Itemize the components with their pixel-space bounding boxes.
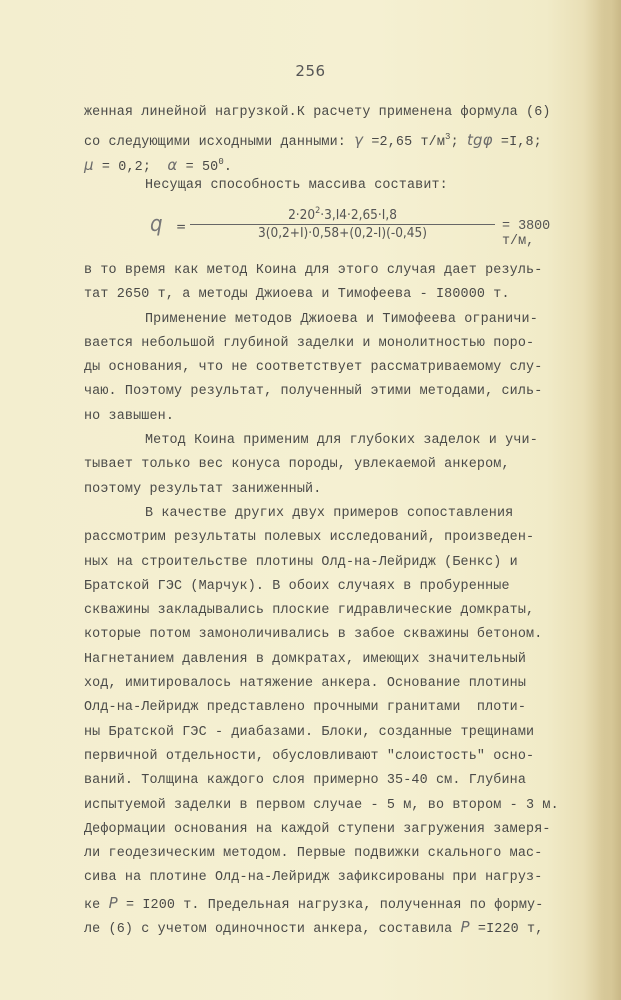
text-fragment: . [223, 159, 233, 175]
text-fragment: ке [84, 897, 109, 913]
text-line: Деформации основания на каждой ступени загружения замеря- [84, 821, 551, 837]
text-line: чаю. Поэтому результат, полученный этими методами, силь- [84, 384, 543, 400]
degree-superscript: 0 [218, 156, 224, 167]
text-fragment: =I,8; [492, 135, 542, 151]
body-text-top [84, 101, 584, 198]
alpha-symbol: α [167, 155, 178, 174]
body-text-bottom [84, 259, 584, 939]
text-line: В качестве других двух примеров сопоставления [145, 505, 514, 521]
bearing-capacity-formula [150, 206, 570, 249]
text-line: ваний. Толщина каждого слоя примерно 35-40 см. Глубина [84, 773, 527, 789]
text-line: Братской ГЭС (Марчук). В обоих случаях в пробуренные [84, 578, 510, 594]
text-line-input-data [84, 125, 584, 149]
text-line-load-p [84, 891, 584, 915]
numerator-exponent: 2 [315, 206, 321, 216]
formula-equals: = [176, 219, 187, 235]
text-line: которые потом замоноличивались в забое скважины бетоном. [84, 627, 543, 643]
text-line: женная линейной нагрузкой.К расчету применена формула (6) [84, 105, 551, 120]
text-line: скважины закладывались плоские гидравлические домкраты, [84, 603, 535, 619]
text-fragment: со следующими исходными данными: [84, 135, 355, 151]
text-line: ли геодезическим методом. Первые подвижки скального мас- [84, 846, 543, 862]
text-fragment: =2,65 т/м [363, 135, 446, 151]
text-line: Применение методов Джиоева и Тимофеева ограничи- [145, 311, 538, 327]
mu-symbol: μ [84, 155, 94, 174]
text-line: ход, имитировалось натяжение анкера. Основание плотины [84, 676, 527, 692]
formula-denominator: 3(0,2+I)·0,58+(0,2-I)(-0,45) [258, 225, 427, 241]
text-line: но завышен. [84, 408, 175, 424]
text-fragment: ; [450, 135, 467, 151]
text-line: ды основания, что не соответствует рассматриваемому слу- [84, 360, 543, 376]
text-line: Нагнетанием давления в домкратах, имеющих значительный [84, 651, 527, 667]
text-line: вается небольшой глубиной заделки и монолитностью поро- [84, 335, 535, 351]
text-line: поэтому результат заниженный. [84, 481, 322, 497]
text-line: Олд-на-Лейридж представлено прочными гранитами плоти- [84, 700, 527, 716]
text-line: ны Братской ГЭС - диабазами. Блоки, созданные трещинами [84, 724, 535, 740]
text-line: первичной отдельности, обусловливают "слоистость" осно- [84, 748, 535, 764]
text-line: испытуемой заделки в первом случае - 5 м, во втором - 3 м. [84, 797, 559, 813]
text-line: сива на плотине Олд-на-Лейридж зафиксированы при нагруз- [84, 870, 543, 886]
text-line: в то время как метод Коина для этого случая дает резуль- [84, 263, 543, 278]
text-fragment: ле (6) с учетом одиночности анкера, составила [84, 922, 461, 938]
text-line: рассмотрим результаты полевых исследований, произведен- [84, 530, 535, 546]
formula-numerator [190, 206, 495, 225]
p-symbol: P [108, 893, 118, 912]
text-fragment: = 0,2; [93, 159, 168, 175]
gamma-symbol: γ [354, 131, 364, 150]
formula-fraction [190, 206, 495, 241]
text-line: тывает только вес конуса породы, увлекаемой анкером, [84, 457, 510, 473]
page-number: 256 [295, 62, 326, 80]
text-line-limit-load-p [84, 915, 584, 939]
formula-lhs: q [150, 212, 163, 237]
text-line: ных на строительстве плотины Олд-на-Лейридж (Бенкс) и [84, 554, 518, 570]
text-line: тат 2650 т, а методы Джиоева и Тимофеева - I80000 т. [84, 287, 510, 303]
numerator-rest: ·3,I4·2,65·I,8 [320, 207, 397, 223]
page-edge-shadow [597, 0, 621, 1000]
text-fragment: =I220 т, [469, 922, 544, 938]
text-line: Метод Коина применим для глубоких заделок и учи- [145, 433, 538, 449]
p-symbol: P [460, 918, 470, 937]
formula-result: = 3800 т/м, [502, 219, 551, 249]
superscript: 3 [445, 132, 451, 143]
numerator-base: 2·20 [288, 207, 316, 223]
tg-phi-symbol: tgφ [466, 131, 493, 150]
text-fragment: = 50 [177, 159, 219, 175]
text-line-mu-alpha [84, 150, 584, 174]
text-line: Несущая способность массива составит: [145, 177, 448, 193]
text-fragment: = I200 т. Предельная нагрузка, полученная по форму- [117, 897, 544, 913]
